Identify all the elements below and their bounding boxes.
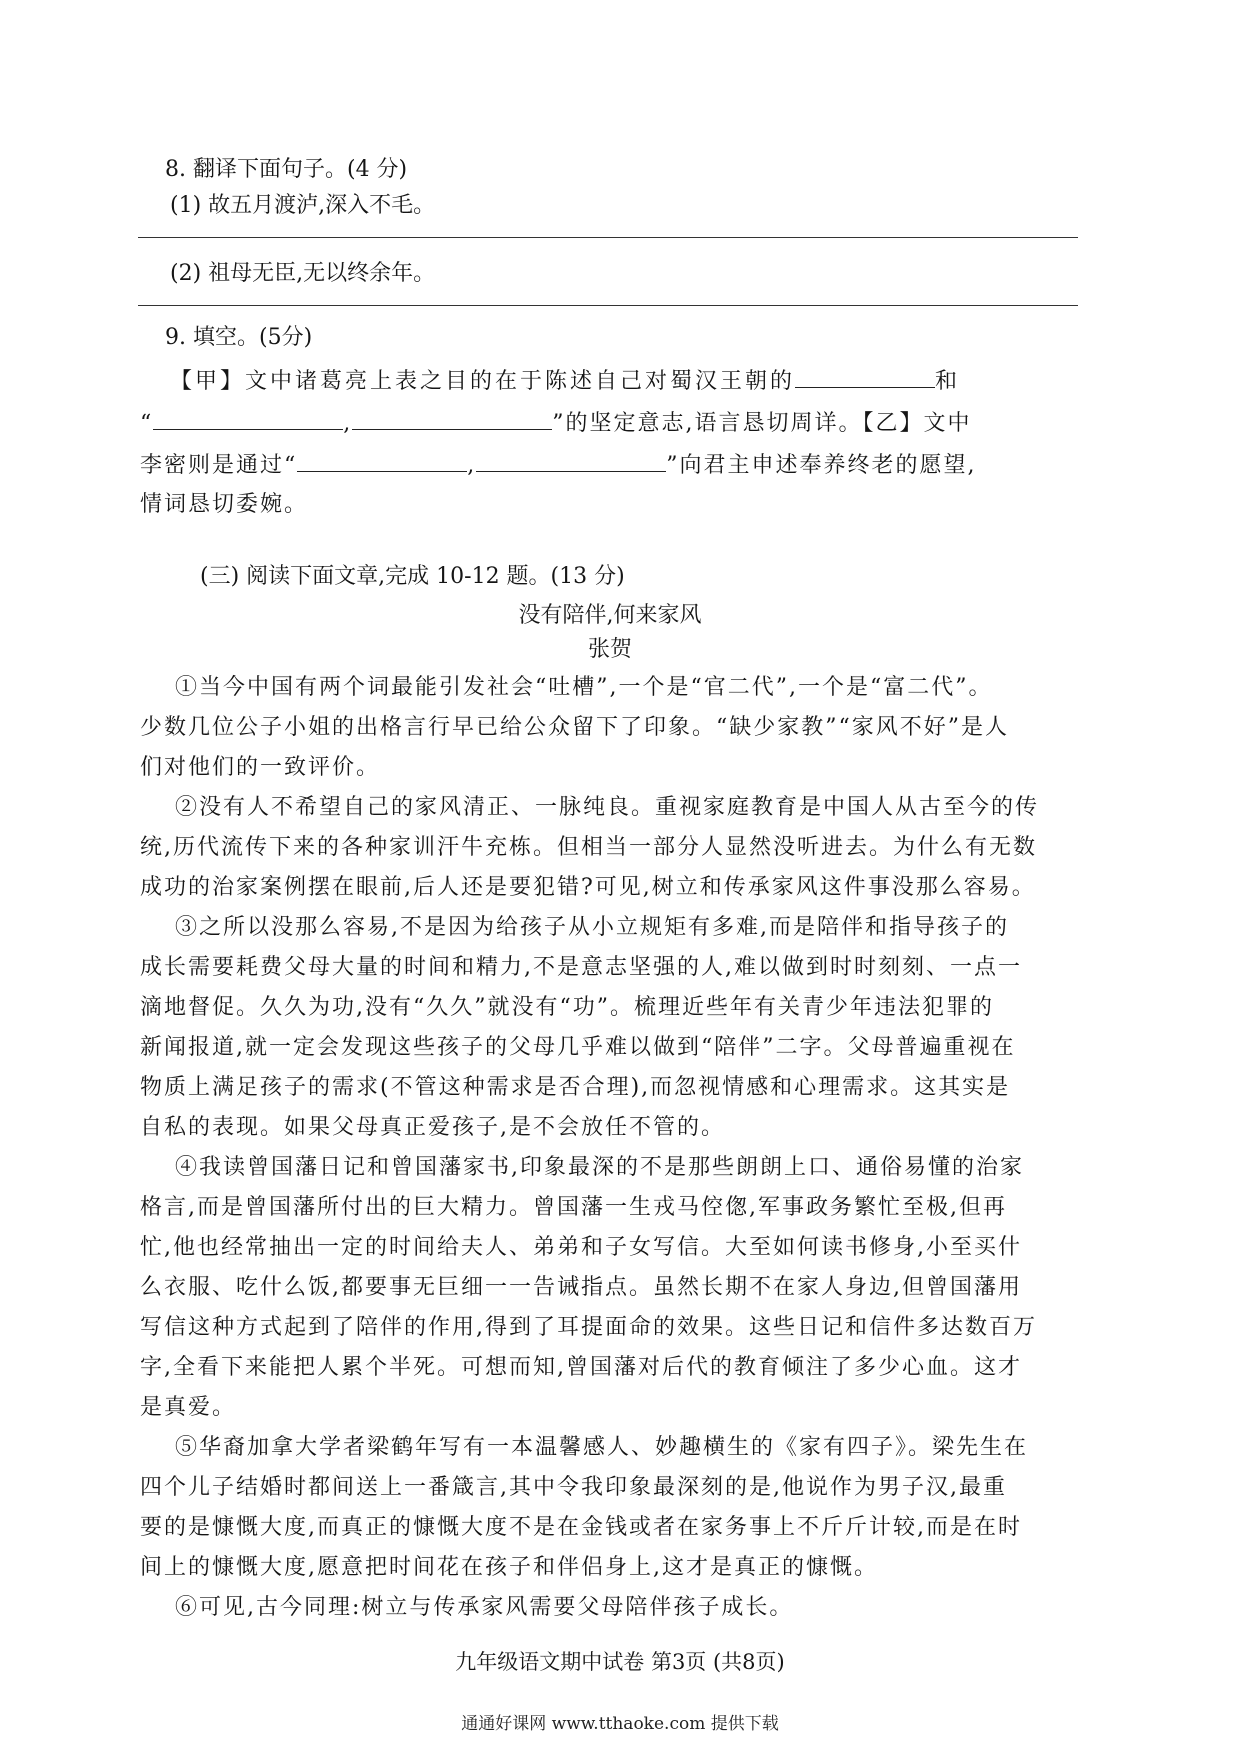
q9-blank-1[interactable] [795, 363, 935, 388]
page-footer: 九年级语文期中试卷 第3页 (共8页) [455, 1650, 785, 1674]
article-line: ②没有人不希望自己的家风清正、一脉纯良。重视家庭教育是中国人从古至今的传 [175, 795, 1040, 820]
article-line: ⑥可见,古今同理:树立与传承家风需要父母陪伴孩子成长。 [175, 1595, 794, 1620]
article-line: 物质上满足孩子的需求(不管这种需求是否合理),而忽视情感和心理需求。这其实是 [140, 1075, 1011, 1100]
article-line: 统,历代流传下来的各种家训汗牛充栋。但相当一部分人显然没听进去。为什么有无数 [140, 835, 1037, 860]
article-line: 要的是慷慨大度,而真正的慷慨大度不是在金钱或者在家务事上不斤斤计较,而是在时 [140, 1515, 1022, 1540]
article-title: 没有陪伴,何来家风 [518, 603, 702, 628]
article-line: 自私的表现。如果父母真正爱孩子,是不会放任不管的。 [140, 1115, 725, 1140]
q8-answer-line-2 [138, 305, 1078, 306]
q8-answer-line-1 [138, 237, 1078, 238]
section3-heading: (三) 阅读下面文章,完成 10-12 题。(13 分) [200, 564, 625, 589]
q8-item-1: (1) 故五月渡泸,深入不毛。 [170, 193, 436, 218]
article-line: 新闻报道,就一定会发现这些孩子的父母几乎难以做到“陪伴”二字。父母普遍重视在 [140, 1035, 1016, 1060]
q9-text-2b: , [343, 411, 353, 436]
article-line: 格言,而是曾国藩所付出的巨大精力。曾国藩一生戎马倥偬,军事政务繁忙至极,但再 [140, 1195, 1007, 1220]
article-line: ③之所以没那么容易,不是因为给孩子从小立规矩有多难,而是陪伴和指导孩子的 [175, 915, 1009, 940]
q9-line-4: 情词恳切委婉。 [140, 492, 309, 517]
article-line: 少数几位公子小姐的出格言行早已给公众留下了印象。“缺少家教”“家风不好”是人 [140, 715, 1009, 740]
article-line: ⑤华裔加拿大学者梁鹤年写有一本温馨感人、妙趣横生的《家有四子》。梁先生在 [175, 1435, 1029, 1460]
q9-line-1 [170, 363, 1110, 398]
article-line: 是真爱。 [140, 1395, 237, 1420]
q9-title: 9. 填空。(5分) [165, 325, 313, 350]
q9-text-2a: “ [140, 411, 154, 436]
q9-text-1a: 【甲】文中诸葛亮上表之目的在于陈述自己对蜀汉王朝的 [170, 369, 796, 394]
q8-title: 8. 翻译下面句子。(4 分) [165, 157, 408, 182]
q9-text-1b: 和 [935, 369, 961, 394]
article-line: 么衣服、吃什么饭,都要事无巨细一一告诫指点。虽然长期不在家人身边,但曾国藩用 [140, 1275, 1022, 1300]
article-line: 写信这种方式起到了陪伴的作用,得到了耳提面命的效果。这些日记和信件多达数百万 [140, 1315, 1037, 1340]
q9-blank-3[interactable] [352, 405, 552, 430]
q9-text-3b: , [467, 453, 477, 478]
q8-item-2: (2) 祖母无臣,无以终余年。 [170, 261, 436, 286]
article-line: 忙,他也经常抽出一定的时间给夫人、弟弟和子女写信。大至如何读书修身,小至买什 [140, 1235, 1022, 1260]
article-author: 张贺 [587, 637, 632, 662]
article-line: 成长需要耗费父母大量的时间和精力,不是意志坚强的人,难以做到时时刻刻、一点一 [140, 955, 1022, 980]
article-line: 成功的治家案例摆在眼前,后人还是要犯错?可见,树立和传承家风这件事没那么容易。 [140, 875, 1036, 900]
article-line: 间上的慷慨大度,愿意把时间花在孩子和伴侣身上,这才是真正的慷慨。 [140, 1555, 878, 1580]
article-line: 字,全看下来能把人累个半死。可想而知,曾国藩对后代的教育倾注了多少心血。这才 [140, 1355, 1022, 1380]
q9-blank-5[interactable] [476, 447, 666, 472]
download-credit: 通通好课网 www.tthaoke.com 提供下载 [461, 1714, 779, 1734]
q9-line-3 [140, 447, 1080, 482]
article-line: 四个儿子结婚时都间送上一番箴言,其中令我印象最深刻的是,他说作为男子汉,最重 [140, 1475, 1007, 1500]
article-line: ④我读曾国藩日记和曾国藩家书,印象最深的不是那些朗朗上口、通俗易懂的治家 [175, 1155, 1024, 1180]
q9-text-2c: ”的坚定意志,语言恳切周详。【乙】文中 [552, 411, 972, 436]
q9-blank-2[interactable] [153, 405, 343, 430]
article-line: 们对他们的一致评价。 [140, 755, 381, 780]
q9-line-2 [140, 405, 1080, 440]
q9-blank-4[interactable] [297, 447, 467, 472]
q9-text-3a: 李密则是通过“ [140, 453, 298, 478]
article-line: ①当今中国有两个词最能引发社会“吐槽”,一个是“官二代”,一个是“富二代”。 [175, 675, 993, 700]
q9-text-3c: ”向君主申述奉养终老的愿望, [666, 453, 977, 478]
article-line: 滴地督促。久久为功,没有“久久”就没有“功”。梳理近些年有关青少年违法犯罪的 [140, 995, 994, 1020]
